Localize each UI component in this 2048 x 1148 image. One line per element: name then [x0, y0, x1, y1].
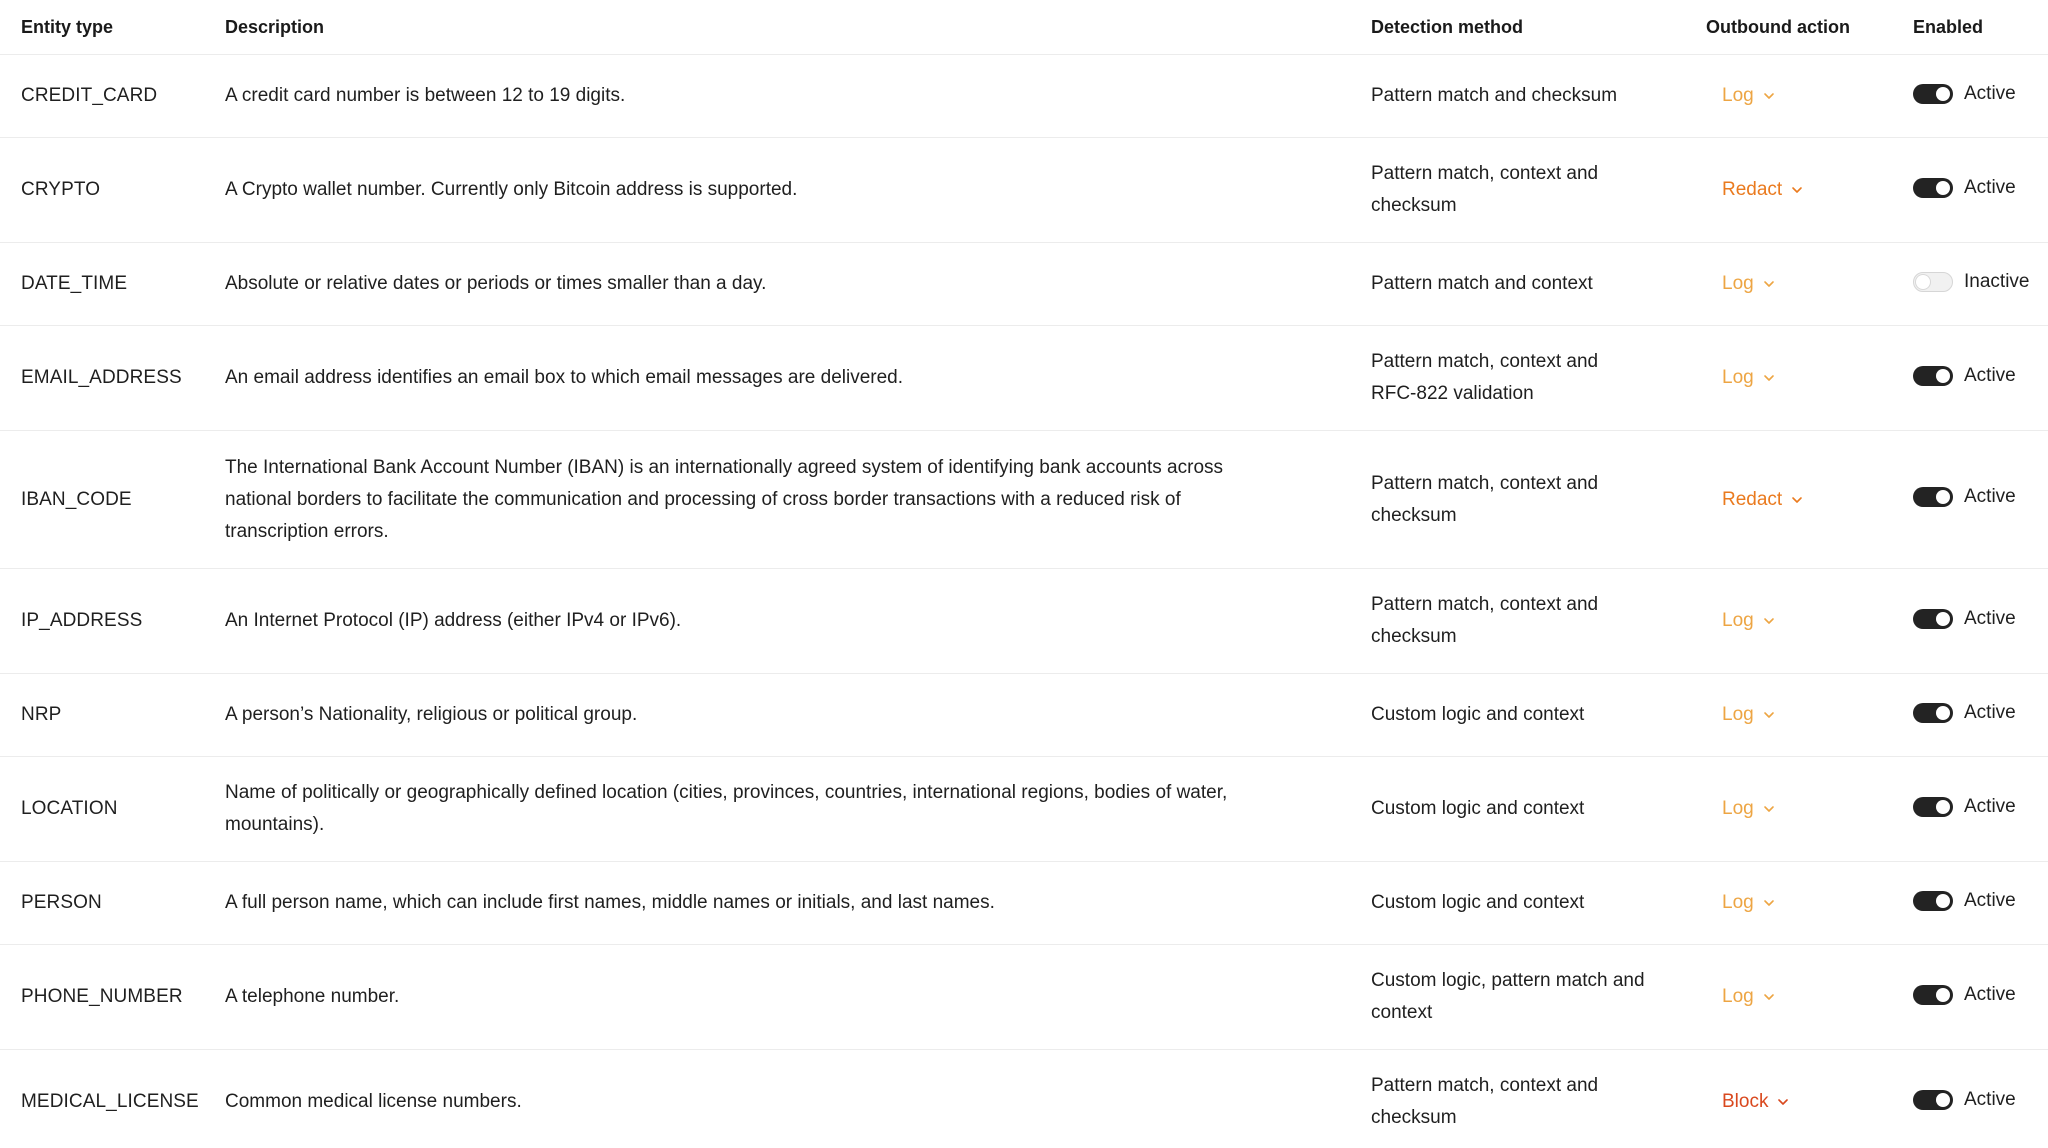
description-cell: An Internet Protocol (IP) address (either IPv4 or IPv6). — [225, 569, 1371, 674]
toggle-knob — [1916, 275, 1930, 289]
entity-type-cell: CRYPTO — [0, 138, 225, 243]
enabled-control — [1913, 791, 2016, 823]
enabled-control — [1913, 979, 2016, 1011]
outbound-action-label: Redact — [1722, 179, 1783, 200]
enabled-cell — [1913, 862, 2048, 945]
outbound-action-label: Redact — [1722, 488, 1783, 510]
chevron-down-icon — [1763, 709, 1775, 721]
outbound-action-cell — [1706, 138, 1913, 243]
outbound-action-cell — [1706, 674, 1913, 757]
toggle-knob — [1936, 369, 1950, 383]
description-cell — [225, 431, 1371, 569]
enabled-status-label: Active — [1964, 82, 2016, 104]
enabled-status-label: Active — [1964, 607, 2016, 629]
outbound-action-cell — [1706, 1050, 1913, 1148]
header-description: Description — [225, 0, 1371, 55]
header-outbound-action: Outbound action — [1706, 0, 1913, 55]
detection-method-line: Pattern match and context — [1371, 273, 1593, 294]
outbound-action-dropdown[interactable] — [1722, 605, 1775, 637]
description-cell: A credit card number is between 12 to 19 digits. — [225, 55, 1371, 138]
table-row — [0, 431, 2048, 569]
detection-method-cell — [1371, 55, 1706, 138]
entity-type-cell: CREDIT_CARD — [0, 55, 225, 138]
table-header — [0, 0, 2048, 55]
chevron-down-icon — [1777, 1096, 1789, 1108]
outbound-action-dropdown[interactable] — [1722, 484, 1803, 516]
detection-method-line: checksum — [1371, 1107, 1457, 1128]
toggle-knob — [1936, 988, 1950, 1002]
toggle-knob — [1936, 706, 1950, 720]
outbound-action-label: Log — [1722, 367, 1754, 388]
entity-type-cell: DATE_TIME — [0, 243, 225, 326]
enabled-cell — [1913, 569, 2048, 674]
enabled-cell — [1913, 945, 2048, 1050]
toggle-knob — [1936, 612, 1950, 626]
detection-method-line: checksum — [1371, 626, 1457, 647]
chevron-down-icon — [1763, 372, 1775, 384]
description-cell: A full person name, which can include first names, middle names or initials, and last names. — [225, 862, 1371, 945]
outbound-action-label: Log — [1722, 892, 1754, 913]
enabled-cell — [1913, 674, 2048, 757]
outbound-action-cell — [1706, 757, 1913, 862]
detection-method-line: Custom logic, pattern match and — [1371, 970, 1645, 991]
table-row — [0, 757, 2048, 862]
enabled-status-label: Active — [1964, 364, 2016, 386]
detection-method-cell — [1371, 862, 1706, 945]
table-row — [0, 569, 2048, 674]
enabled-status-label: Active — [1964, 176, 2016, 198]
detection-method-line: Pattern match, context and — [1371, 351, 1599, 372]
entity-type-cell: EMAIL_ADDRESS — [0, 326, 225, 431]
enabled-toggle[interactable] — [1913, 609, 1953, 629]
description-cell: An email address identifies an email box to which email messages are delivered. — [225, 326, 1371, 431]
chevron-down-icon — [1763, 278, 1775, 290]
enabled-toggle[interactable] — [1913, 178, 1953, 198]
detection-method-line: checksum — [1371, 504, 1457, 526]
enabled-control — [1913, 603, 2016, 635]
header-row — [0, 0, 2048, 55]
header-entity-type: Entity type — [0, 0, 225, 55]
entity-type-cell: PERSON — [0, 862, 225, 945]
entity-type-cell: IBAN_CODE — [0, 431, 225, 569]
outbound-action-cell — [1706, 431, 1913, 569]
enabled-cell — [1913, 55, 2048, 138]
table-body — [0, 55, 2048, 1148]
detection-method-cell — [1371, 945, 1706, 1050]
enabled-control — [1913, 1084, 2016, 1116]
enabled-cell — [1913, 1050, 2048, 1148]
enabled-cell — [1913, 431, 2048, 569]
outbound-action-label: Log — [1722, 986, 1754, 1007]
outbound-action-cell — [1706, 862, 1913, 945]
table-row — [0, 326, 2048, 431]
enabled-cell — [1913, 757, 2048, 862]
outbound-action-cell — [1706, 945, 1913, 1050]
enabled-toggle[interactable] — [1913, 84, 1953, 104]
description-cell: A telephone number. — [225, 945, 1371, 1050]
description-cell — [225, 757, 1371, 862]
entity-type-cell: IP_ADDRESS — [0, 569, 225, 674]
chevron-down-icon — [1763, 991, 1775, 1003]
outbound-action-dropdown[interactable] — [1722, 268, 1775, 300]
outbound-action-dropdown[interactable] — [1722, 1086, 1789, 1118]
outbound-action-cell — [1706, 569, 1913, 674]
detection-method-line: RFC-822 validation — [1371, 383, 1534, 404]
chevron-down-icon — [1763, 803, 1775, 815]
enabled-control — [1913, 481, 2016, 513]
detection-method-line: Pattern match, context and — [1371, 472, 1599, 494]
entity-type-cell: PHONE_NUMBER — [0, 945, 225, 1050]
detection-method-cell — [1371, 757, 1706, 862]
entity-type-cell: LOCATION — [0, 757, 225, 862]
detection-method-line: Custom logic and context — [1371, 798, 1585, 819]
enabled-control — [1913, 885, 2016, 917]
detection-method-cell — [1371, 138, 1706, 243]
table-row — [0, 674, 2048, 757]
toggle-knob — [1936, 1093, 1950, 1107]
detection-method-line: context — [1371, 1002, 1433, 1023]
enabled-control — [1913, 266, 2029, 298]
enabled-control — [1913, 172, 2016, 204]
outbound-action-dropdown[interactable] — [1722, 887, 1775, 919]
enabled-status-label: Active — [1964, 983, 2016, 1005]
enabled-toggle[interactable] — [1913, 985, 1953, 1005]
detection-method-cell — [1371, 674, 1706, 757]
outbound-action-dropdown[interactable] — [1722, 699, 1775, 731]
description-cell: Absolute or relative dates or periods or times smaller than a day. — [225, 243, 1371, 326]
detection-method-cell — [1371, 326, 1706, 431]
chevron-down-icon — [1791, 494, 1803, 506]
toggle-knob — [1936, 800, 1950, 814]
outbound-action-label: Log — [1722, 704, 1754, 725]
outbound-action-label: Log — [1722, 610, 1754, 631]
enabled-control — [1913, 697, 2016, 729]
enabled-status-label: Active — [1964, 795, 2016, 817]
detection-method-cell — [1371, 431, 1706, 569]
outbound-action-dropdown[interactable] — [1722, 362, 1775, 394]
enabled-status-label: Active — [1964, 889, 2016, 911]
enabled-toggle[interactable] — [1913, 891, 1953, 911]
enabled-cell — [1913, 138, 2048, 243]
table-row — [0, 862, 2048, 945]
enabled-status-label: Active — [1964, 701, 2016, 723]
outbound-action-label: Log — [1722, 798, 1754, 819]
header-detection-method: Detection method — [1371, 0, 1706, 55]
toggle-knob — [1936, 87, 1950, 101]
outbound-action-cell — [1706, 326, 1913, 431]
detection-method-line: Pattern match and checksum — [1371, 85, 1618, 106]
outbound-action-label: Log — [1722, 273, 1754, 294]
description-line: The International Bank Account Number (IBAN) is an internationally agreed system of identifying bank accounts across — [225, 456, 1224, 478]
chevron-down-icon — [1763, 90, 1775, 102]
enabled-cell — [1913, 326, 2048, 431]
description-line: Name of politically or geographically defined location (cities, provinces, countries, international regions, bodies of water, — [225, 782, 1228, 803]
toggle-knob — [1936, 894, 1950, 908]
detection-method-line: checksum — [1371, 195, 1457, 216]
enabled-cell — [1913, 243, 2048, 326]
description-line: mountains). — [225, 814, 325, 835]
enabled-toggle[interactable] — [1913, 703, 1953, 723]
outbound-action-cell — [1706, 243, 1913, 326]
description-line: national borders to facilitate the communication and processing of cross border transactions with a reduced risk of — [225, 488, 1181, 510]
toggle-knob — [1936, 490, 1950, 504]
description-cell: Common medical license numbers. — [225, 1050, 1371, 1148]
detection-method-line: Pattern match, context and — [1371, 1075, 1599, 1096]
detection-method-line: Pattern match, context and — [1371, 163, 1599, 184]
enabled-control — [1913, 78, 2016, 110]
table-row — [0, 55, 2048, 138]
detection-method-line: Custom logic and context — [1371, 892, 1585, 913]
description-line: transcription errors. — [225, 520, 389, 542]
entity-type-cell: NRP — [0, 674, 225, 757]
table-row — [0, 138, 2048, 243]
chevron-down-icon — [1791, 184, 1803, 196]
header-enabled: Enabled — [1913, 0, 2048, 55]
enabled-toggle[interactable] — [1913, 487, 1953, 507]
detection-method-line: Custom logic and context — [1371, 704, 1585, 725]
description-cell: A person’s Nationality, religious or political group. — [225, 674, 1371, 757]
enabled-status-label: Active — [1964, 1088, 2016, 1110]
description-cell: A Crypto wallet number. Currently only Bitcoin address is supported. — [225, 138, 1371, 243]
detection-method-cell — [1371, 1050, 1706, 1148]
table-row — [0, 1050, 2048, 1148]
table-row — [0, 945, 2048, 1050]
detection-method-line: Pattern match, context and — [1371, 594, 1599, 615]
enabled-toggle[interactable] — [1913, 366, 1953, 386]
detection-method-cell — [1371, 569, 1706, 674]
chevron-down-icon — [1763, 897, 1775, 909]
outbound-action-label: Block — [1722, 1091, 1769, 1112]
outbound-action-cell — [1706, 55, 1913, 138]
enabled-status-label: Inactive — [1964, 270, 2030, 292]
outbound-action-label: Log — [1722, 85, 1754, 106]
outbound-action-dropdown[interactable] — [1722, 981, 1775, 1013]
detection-method-cell — [1371, 243, 1706, 326]
enabled-toggle[interactable] — [1913, 797, 1953, 817]
outbound-action-dropdown[interactable] — [1722, 793, 1775, 825]
entity-type-cell: MEDICAL_LICENSE — [0, 1050, 225, 1148]
enabled-toggle[interactable] — [1913, 272, 1953, 292]
toggle-knob — [1936, 181, 1950, 195]
enabled-toggle[interactable] — [1913, 1090, 1953, 1110]
outbound-action-dropdown[interactable] — [1722, 174, 1803, 206]
enabled-control — [1913, 360, 2016, 392]
chevron-down-icon — [1763, 615, 1775, 627]
outbound-action-dropdown[interactable] — [1722, 80, 1775, 112]
enabled-status-label: Active — [1964, 486, 2016, 507]
table-row — [0, 243, 2048, 326]
